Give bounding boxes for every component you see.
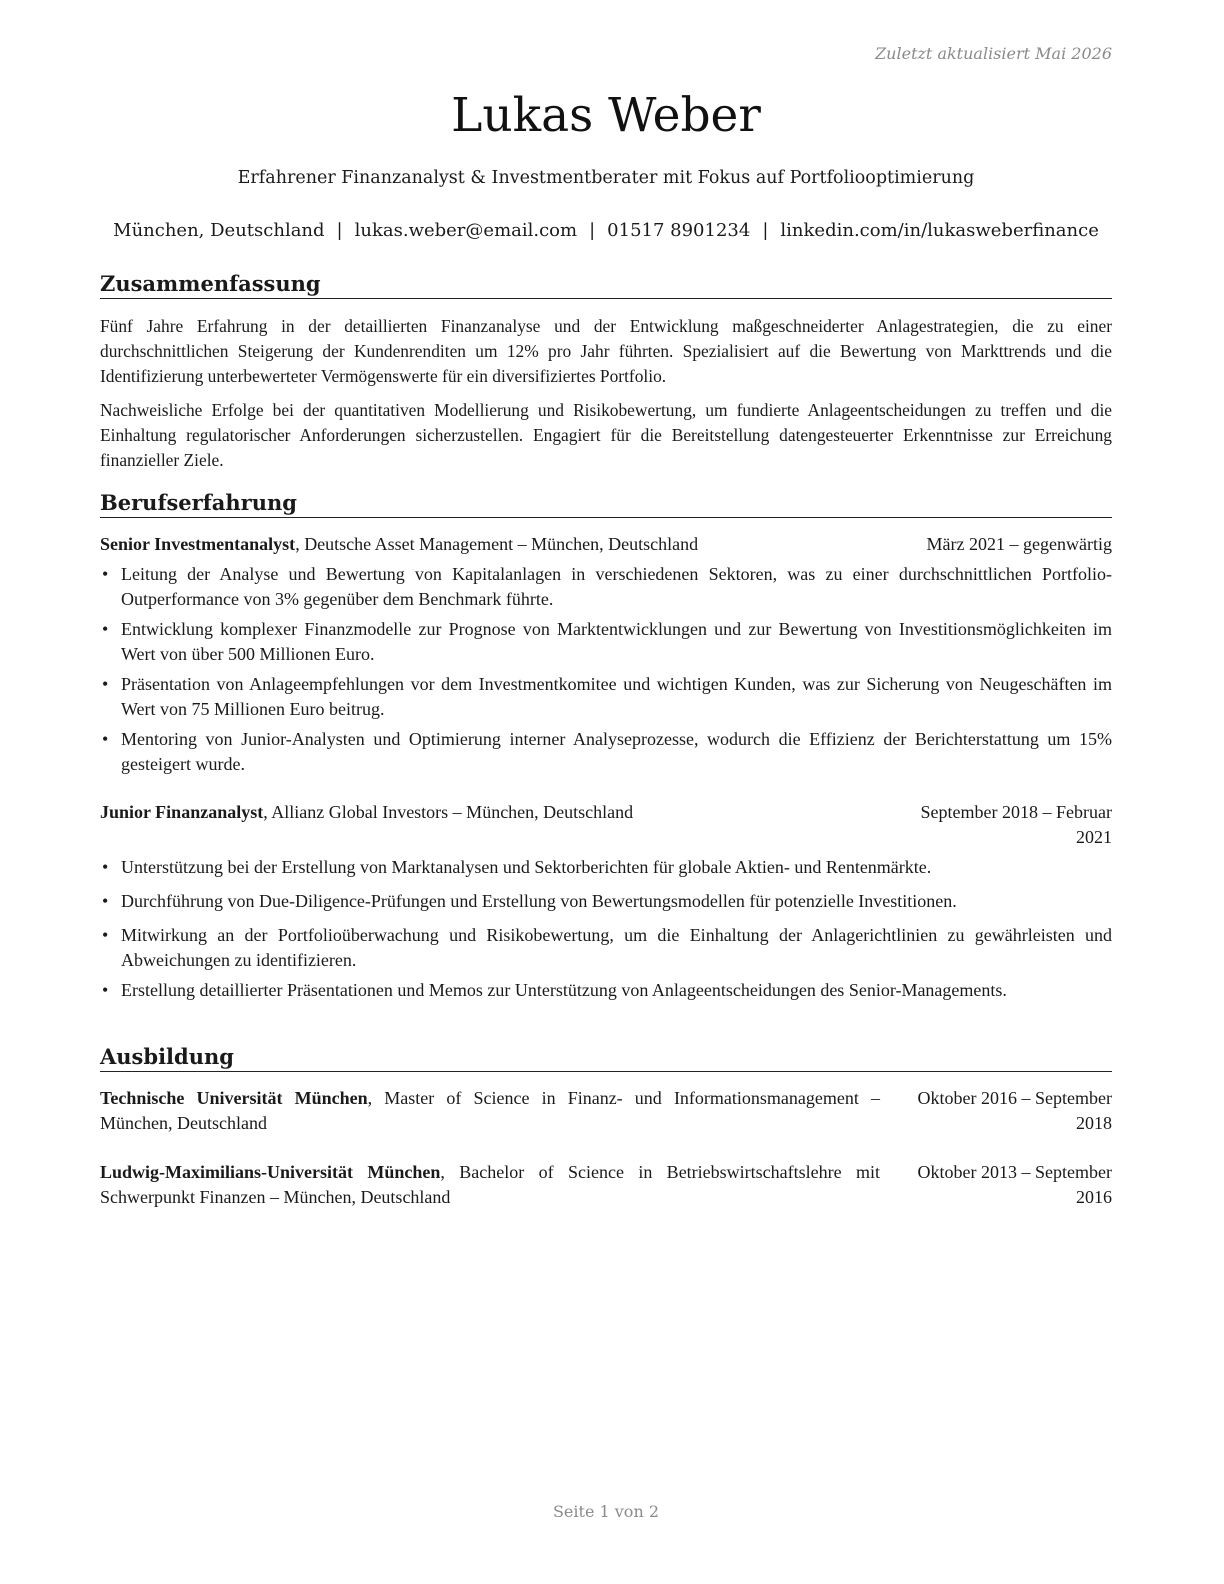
summary-paragraph: Fünf Jahre Erfahrung in der detaillierten Finanzanalyse und der Entwicklung maßgeschneiderter Anlagestrategien, die zu einer durchschnittlichen Steigerung der Kundenrenditen um 12% pro Jahr führten. Spezialisiert auf die Bewertung von Markttrends und die Identifizierung unterbewerteter Vermögenswerte für ein diversifiziertes Portfolio. bbox=[100, 316, 1112, 386]
contact-line bbox=[100, 220, 1112, 241]
education-degree: , Bachelor of Science in Betriebswirtschaftslehre mit Schwerpunkt Finanzen – München, Deutschland bbox=[100, 1162, 881, 1207]
job-bullet-list bbox=[100, 562, 1112, 777]
last-updated-note: Zuletzt aktualisiert Mai 2026 bbox=[875, 44, 1112, 63]
section-title-summary: Zusammenfassung bbox=[100, 271, 1112, 299]
list-item: • Mitwirkung an der Portfolioüberwachung und Risikobewertung, um die Einhaltung der Anlagerichtlinien zu gewährleisten und Abweichungen zu identifizieren. bbox=[100, 923, 1112, 973]
list-item: • Präsentation von Anlageempfehlungen vor dem Investmentkomitee und wichtigen Kunden, was zur Sicherung von Neugeschäften im Wert von 75 Millionen Euro beitrug. bbox=[100, 672, 1112, 722]
job-header bbox=[100, 532, 1112, 557]
section-title-experience: Berufserfahrung bbox=[100, 490, 1112, 518]
list-item: • Erstellung detaillierter Präsentationen und Memos zur Unterstützung von Anlageentscheidungen des Senior-Managements. bbox=[100, 978, 1112, 1003]
resume-page bbox=[100, 0, 1112, 1584]
list-item: • Mentoring von Junior-Analysten und Optimierung interner Analyseprozesse, wodurch die Effizienz der Berichterstattung um 15% gesteigert wurde. bbox=[100, 727, 1112, 777]
education-dates: Oktober 2013 – September 2016 bbox=[917, 1162, 1112, 1207]
job-role: Senior Investmentanalyst bbox=[100, 534, 296, 554]
job-employer: , Allianz Global Investors – München, Deutschland bbox=[263, 802, 634, 822]
contact-linkedin[interactable]: linkedin.com/in/lukasweberfinance bbox=[780, 220, 1099, 241]
page-number: Seite 1 von 2 bbox=[552, 1502, 660, 1521]
education-entry bbox=[100, 1160, 1112, 1210]
job-dates: März 2021 – gegenwärtig bbox=[926, 534, 1112, 554]
job-dates: September 2018 – Februar 2021 bbox=[920, 802, 1112, 847]
list-item: • Leitung der Analyse und Bewertung von Kapitalanlagen in verschiedenen Sektoren, was zu einer durchschnittlichen Portfolio-Outperformance von 3% gegenüber dem Benchmark führte. bbox=[100, 562, 1112, 612]
list-item: • Unterstützung bei der Erstellung von Marktanalysen und Sektorberichten für globale Aktien- und Rentenmärkte. bbox=[100, 855, 1112, 880]
section-title-education: Ausbildung bbox=[100, 1044, 1112, 1072]
education-school: Ludwig-Maximilians-Universität München bbox=[100, 1162, 441, 1182]
education-entry bbox=[100, 1086, 1112, 1136]
contact-phone: 01517 8901234 bbox=[607, 220, 751, 241]
education-dates: Oktober 2016 – September 2018 bbox=[917, 1088, 1112, 1133]
contact-separator: | bbox=[762, 220, 769, 241]
job-header bbox=[100, 800, 1112, 850]
candidate-name: Lukas Weber bbox=[451, 88, 761, 143]
list-item: • Entwicklung komplexer Finanzmodelle zur Prognose von Marktentwicklungen und zur Bewertung von Investitionsmöglichkeiten im Wert von über 500 Millionen Euro. bbox=[100, 617, 1112, 667]
job-role: Junior Finanzanalyst bbox=[100, 802, 264, 822]
contact-email[interactable]: lukas.weber@email.com bbox=[354, 220, 578, 241]
list-item: • Durchführung von Due-Diligence-Prüfungen und Erstellung von Bewertungsmodellen für potenzielle Investitionen. bbox=[100, 889, 1112, 914]
job-bullet-list bbox=[100, 855, 1112, 1003]
job-employer: , Deutsche Asset Management – München, Deutschland bbox=[295, 534, 699, 554]
summary-paragraph: Nachweisliche Erfolge bei der quantitativen Modellierung und Risikobewertung, um fundierte Anlageentscheidungen zu treffen und die Einhaltung regulatorischer Anforderungen sicherzustellen. Engagiert für die Bereitstellung datengesteuerter Erkenntnisse zur Erreichung finanzieller Ziele. bbox=[100, 400, 1112, 470]
education-degree: , Master of Science in Finanz- und Informationsmanagement – München, Deutschland bbox=[100, 1088, 881, 1133]
candidate-tagline: Erfahrener Finanzanalyst & Investmentberater mit Fokus auf Portfoliooptimierung bbox=[237, 168, 975, 188]
contact-location: München, Deutschland bbox=[113, 220, 325, 241]
education-school: Technische Universität München bbox=[100, 1088, 368, 1108]
contact-separator: | bbox=[589, 220, 596, 241]
contact-separator: | bbox=[336, 220, 343, 241]
